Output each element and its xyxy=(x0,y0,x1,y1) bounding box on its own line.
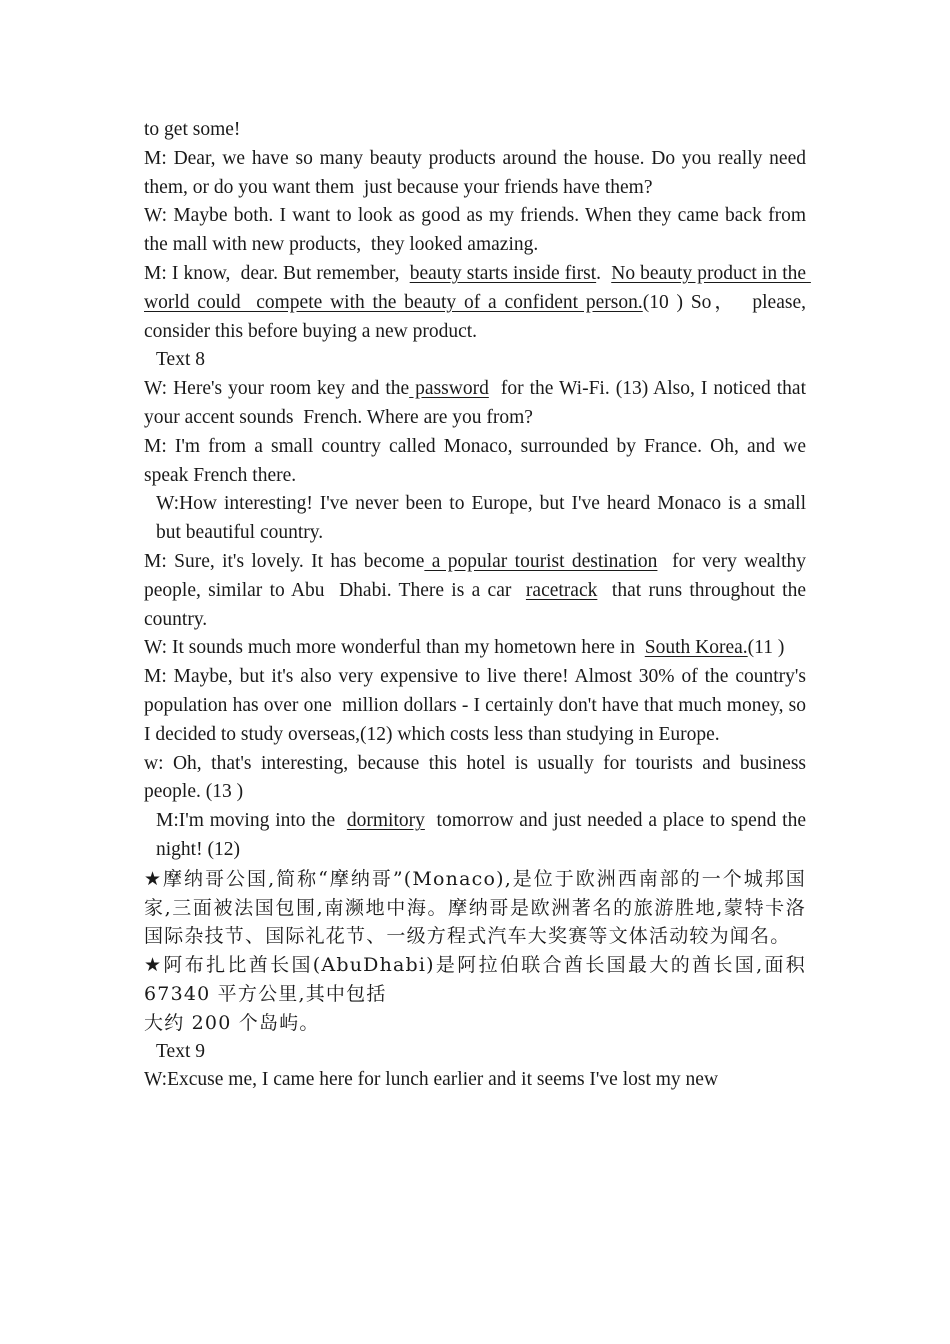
p8-text-b: for very wealthy people, similar to Abu Dhabi. There is a car xyxy=(144,550,811,601)
note-abu-dhabi xyxy=(144,951,806,1009)
star-icon: ★ xyxy=(144,954,164,977)
paragraph-p9 xyxy=(144,634,806,663)
document-page xyxy=(144,116,811,1095)
p12-underline-1: dormitory xyxy=(346,810,425,832)
note-abu-dhabi-line-1: 阿布扎比酋长国(AbuDhabi)是阿拉伯联合酋长国最大的酋长国,面积 67340 平方公里,其中包括 xyxy=(144,954,807,1005)
paragraph-p7: W:How interesting! I've never been to Europe, but I've heard Monaco is a small but beautiful country. xyxy=(156,493,806,544)
p5-text-b: for the Wi-Fi. (13) Also, I noticed that your accent sounds French. Where are you from? xyxy=(144,378,811,428)
p9-underline-1: South Korea. xyxy=(644,637,748,659)
paragraph-p6: M: I'm from a small country called Monaco, surrounded by France. Oh, and we speak French there. xyxy=(144,435,806,486)
note-abu-dhabi-line-2: 大约 200 个岛屿。 xyxy=(144,1011,320,1034)
p8-text-a: M: Sure, it's lovely. It has become xyxy=(144,550,425,572)
paragraph-p10: M: Maybe, but it's also very expensive to live there! Almost 30% of the country's population has over one million dollars - I certainly don't have that much money, so I decided to study overseas,(12) which costs less than studying in Europe. xyxy=(144,666,811,745)
paragraph-p11: w: Oh, that's interesting, because this hotel is usually for tourists and business people. (13 ) xyxy=(144,752,806,803)
p4-text-c: (10 ) So， please, consider this before buying a new product. xyxy=(144,291,811,342)
p8-text-c: that runs throughout the country. xyxy=(144,579,811,630)
p9-text-b: (11 ) xyxy=(747,637,785,659)
p12-text-a: M:I'm moving into the xyxy=(156,810,347,832)
p4-text-b: . xyxy=(596,262,612,284)
paragraph-p2: M: Dear, we have so many beauty products around the house. Do you really need them, or do you want them just because your friends have them? xyxy=(144,147,811,198)
heading-text-8: Text 8 xyxy=(156,349,205,371)
paragraph-p4 xyxy=(144,260,811,346)
paragraph-p5 xyxy=(144,375,811,433)
p5-underline-1: password xyxy=(409,378,489,400)
p9-text-a: W: It sounds much more wonderful than my hometown here in xyxy=(144,637,645,659)
heading-text-9: Text 9 xyxy=(156,1040,205,1062)
p5-text-a: W: Here's your room key and the xyxy=(144,378,410,400)
p4-text-a: M: I know, dear. But remember, xyxy=(144,262,410,284)
p4-underline-1: beauty starts inside first xyxy=(409,262,597,284)
paragraph-p13: W:Excuse me, I came here for lunch earlier and it seems I've lost my new xyxy=(144,1069,719,1091)
paragraph-p8 xyxy=(144,548,811,634)
paragraph-p12 xyxy=(144,807,811,865)
p8-underline-2: racetrack xyxy=(525,579,598,601)
p12-text-b: tomorrow and just needed a place to spend the night! (12) xyxy=(156,810,811,860)
note-monaco xyxy=(144,865,806,951)
paragraph-p1: to get some! xyxy=(144,119,241,140)
paragraph-p3: W: Maybe both. I want to look as good as my friends. When they came back from the mall with new products, they looked amazing. xyxy=(144,205,811,256)
p4-underline-2: No beauty product in the world could compete with the beauty of a confident person. xyxy=(144,262,811,313)
star-icon: ★ xyxy=(144,867,164,890)
p8-underline-1: a popular tourist destination xyxy=(424,550,658,572)
note-monaco-text: 摩纳哥公国,简称“摩纳哥”(Monaco),是位于欧洲西南部的一个城邦国家,三面被法国包围,南濒地中海。摩纳哥是欧洲著名的旅游胜地,蒙特卡洛国际杂技节、国际礼花节、一级方程式汽车大奖赛等文体活动较为闻名。 xyxy=(144,867,807,948)
